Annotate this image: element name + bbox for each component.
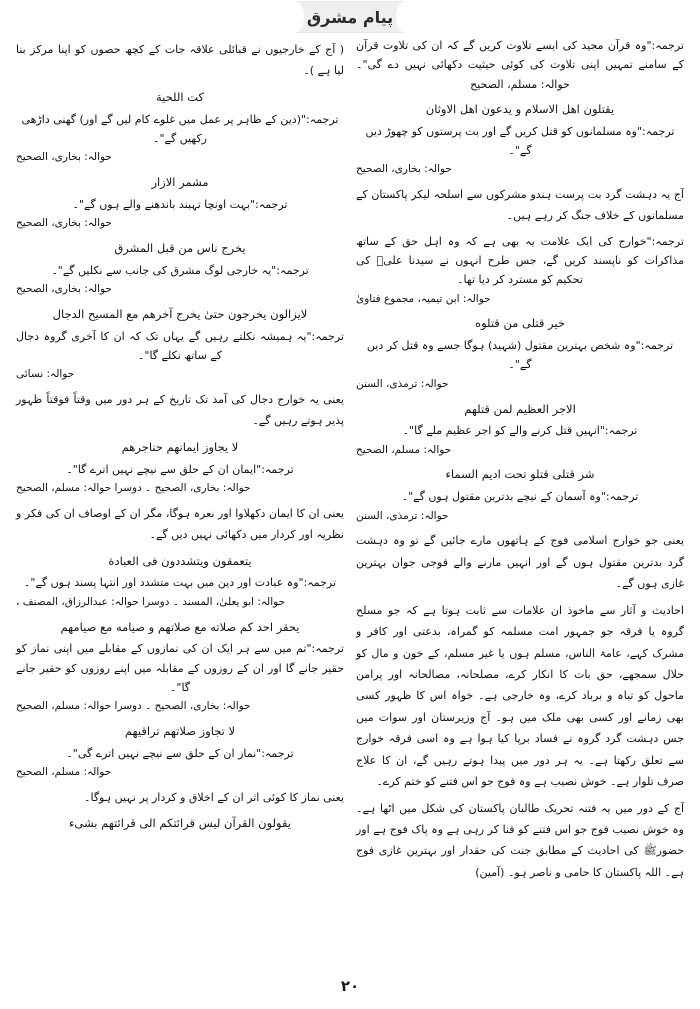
arabic-heading-yaqtuluna-ahl-al-islam: يقتلون اهل الاسلام و يدعون اهل الاوثان <box>425 101 615 116</box>
translation-yahqir-ahadukum-salatahu: ترجمہ:"تم میں سے ہر ایک ان کی نمازوں کے مقابلے میں اپنی نماز کو حقیر جانے گا اور ان کے روزوں کے مقابلہ میں اپنے روزوں کو حقیر جانے گا"۔ <box>16 642 344 694</box>
commentary-kharji-tribal-areas: ( آج کے خارجیوں نے قبائلی علاقہ جات کے کچھ حصوں کو اپنا مرکز بنا لیا ہے )۔ <box>16 43 344 78</box>
translation-yakhruj-nas-min-qibal-al-mashriq: ترجمہ:"یہ خارجی لوگ مشرق کی جانب سے نکلیں گے"۔ <box>51 263 309 277</box>
translation-khayr-qatla-man-qataluh: ترجمہ:"وہ شخص بہترین مقتول (شہید) ہوگا جسے وہ قتل کر دیں گے"۔ <box>366 339 674 372</box>
commentary-iman-dikhawa: یعنی ان کا ایمان دکھلاوا اور نعرہ ہوگا، مگر ان کے اوصاف ان کی فکر و نظریہ اور کردار میں دکھائی نہیں دیں گے۔ <box>16 506 344 542</box>
page-footer <box>0 976 700 995</box>
arabic-heading-yahqir-ahadukum-salatahu: يحقر احد كم صلاته مع صلاتهم و صيامه مع صيامهم <box>60 619 300 634</box>
translation-la-tujawiz-salatuhum: ترجمہ:"نماز ان کے حلق سے نیچے نہیں اترے گی"۔ <box>66 746 294 760</box>
arabic-heading-la-yujawiz-imanuhum: لا يجاوز ايمانهم حناجرهم <box>121 439 239 454</box>
translation-yaquluna-al-quran: ترجمہ:"وہ قرآن مجید کی ایسے تلاوت کریں گے کہ ان کی تلاوت قرآن کے سامنے تمہیں اپنی تلاوت کی کوئی حیثیت دکھائی نہیں دے گی"۔ حوالہ: مسلم، الصحیح <box>356 39 684 91</box>
commentary-ahadith-alamat-khariji: احادیث و آثار سے ماخوذ ان علامات سے ثابت ہوتا ہے کہ جو مسلح گروہ یا فرقہ جو جمہور امت مسلمہ کو گمراہ، بدعتی اور کافر و مشرک کہے، عامۃ الناس، مسلم ہوں یا غیر مسلم، کے خون و مال کو حلال سمجھے، حق بات کا انکار کرے، مصلحانہ، مصالحانہ اور پرامن ماحول کو تباہ و برباد کرے، وہ خارجی ہے۔ خواہ اس کا ظہور کسی بھی زمانے اور کسی بھی ملک میں ہو۔ آج وزیرستان اور سوات میں جس دہشت گرد گروہ نے فساد برپا کیا ہوا ہے وہ اسی فرقہ خوارج سے تعلق رکھتا ہے۔ یہ ہر دور میں پیدا ہوتے رہیں گے، ان کا علاج صرف تلوار ہے۔ خوش نصیب ہے وہ فوج جو اس فتنے کو ختم کرے۔ <box>356 603 684 789</box>
translation-la-yazalun-yakhrujun: ترجمہ:"یہ ہمیشہ نکلتے رہیں گے یہاں تک کہ ان کا آخری گروہ دجال کے ساتھ نکلے گا"۔ <box>16 329 344 362</box>
page-body <box>0 34 700 964</box>
citation-bukhari-muslim-sahih-2: حوالہ: بخاری، الصحیح ۔ دوسرا حوالہ: مسلم، الصحیح <box>16 700 251 713</box>
translation-kat-al-lihya: ترجمہ:"(دین کے ظاہر پر عمل میں غلوے کام لیں گے اور) گھنی داڑھی رکھیں گے"۔ <box>21 112 339 145</box>
citation-bukhari-muslim-sahih-1: حوالہ: بخاری، الصحیح ۔ دوسرا حوالہ: مسلم، الصحیح <box>16 481 251 494</box>
citation-bukhari-sahih-2: حوالہ: بخاری، الصحیح <box>16 217 112 230</box>
citation-tirmidhi-sunan-2: حوالہ: ترمذی، السنن <box>356 509 449 522</box>
translation-al-ajr-al-azim: ترجمہ:"انہیں قتل کرنے والے کو اجر عظیم ملے گا"۔ <box>402 424 638 438</box>
column-left <box>350 34 692 964</box>
commentary-dehshat-gard-hindu-mushrik: آج یہ دہشت گرد بت پرست ہندو مشرکوں سے اسلحہ لیکر پاکستان کے مسلمانوں کے خلاف جنگ کر رہے ہیں۔ <box>356 187 684 223</box>
citation-muslim-sahih-2: حوالہ: مسلم، الصحیح <box>356 443 452 456</box>
translation-la-yujawiz-imanuhum: ترجمہ:"ایمان ان کے حلق سے نیچے نہیں اترے گا"۔ <box>66 462 294 476</box>
citation-bukhari-sahih-3: حوالہ: بخاری، الصحیح <box>16 283 112 295</box>
translation-yataammaquna-wa-yatashaddaduna: ترجمہ:"وہ عبادت اور دین میں بہت متشدد اور انتہا پسند ہوں گے"۔ <box>23 576 337 590</box>
masthead <box>0 0 700 34</box>
arabic-heading-mushammar-al-izar: مشمر الازار <box>151 175 209 190</box>
page-number: ٢٠ <box>340 977 360 995</box>
arabic-heading-shar-qatla-taht-adim-al-sama: شر قتلى قتلو تحت اديم السماء <box>445 467 595 482</box>
arabic-heading-la-tujawiz-salatuhum: لا تجاوز صلاتهم تراقيهم <box>124 723 236 738</box>
column-right <box>8 34 350 964</box>
commentary-namaz-asar: یعنی نماز کا کوئی اثر ان کے اخلاق و کردار پر نہیں ہوگا۔ <box>84 790 344 804</box>
arabic-heading-yaquluna-al-quran: يقولون القرآن ليس قرائتكم الى قرائتهم بشىء <box>68 816 292 831</box>
citation-muslim-sahih-1: حوالہ: مسلم، الصحیح <box>16 766 112 779</box>
arabic-heading-la-yazalun-yakhrujun: لايزالون يخرجون حتىٰ يخرج آخرهم مع المسيح الدجال <box>52 306 308 321</box>
arabic-heading-yataammaquna-wa-yatashaddaduna: يتعمقون ويتشددون فى العبادة <box>108 553 252 568</box>
translation-khawarij-alamat-muzakarat: ترجمہ:"خوارج کی ایک علامت یہ بھی ہے کہ وہ اہل حق کے ساتھ مذاکرات کو ناپسند کریں گے، جس طرح انہوں نے سیدنا علیؓ کی تحکیم کو مسترد کر دیا تھا۔ <box>356 234 684 287</box>
arabic-heading-yakhruj-nas-min-qibal-al-mashriq: يخرج ناس من قبل المشرق <box>114 240 246 255</box>
citation-abu-yala-abdulrazzaq: حوالہ: ابو یعلیٰ، المسند ۔ دوسرا حوالہ: عبدالرزاق، المصنف ، <box>16 595 286 608</box>
magazine-title: پیام مشرق <box>306 7 394 27</box>
arabic-heading-kat-al-lihya: كت اللحية <box>156 89 204 104</box>
citation-bukhari-sahih-1: حوالہ: بخاری، الصحیح <box>16 151 112 164</box>
arabic-heading-al-ajr-al-azim: الاجر العظيم لمن قتلهم <box>464 401 576 416</box>
arabic-heading-khayr-qatla-man-qataluh: خير قتلى من قتلوه <box>475 316 565 331</box>
translation-mushammar-al-izar: ترجمہ:"بہت اونچا تہبند باندھنے والے ہوں گے"۔ <box>72 197 288 211</box>
citation-tirmidhi-sunan-1: حوالہ: ترمذی، السنن <box>356 377 449 390</box>
commentary-islami-fauj-ghazi: یعنی جو خوارج اسلامی فوج کے ہاتھوں مارے جائیں گے تو وہ دہشت گرد بدترین مقتول ہوں گے اور انہیں مارنے والے فوجی جوان بہترین غازی ہوں گے۔ <box>356 534 684 591</box>
citation-ibn-taymiyyah: حوالہ: ابن تیمیہ، مجموع فتاویٰ <box>356 292 491 305</box>
citation-bukhari-sahih-4: حوالہ: بخاری، الصحیح <box>356 163 452 176</box>
commentary-khawarij-dajjal-era: یعنی یہ خوارج دجال کی آمد تک تاریخ کے ہر دور میں وقتاً فوقتاً ظہور پذیر ہوتے رہیں گے۔ <box>16 393 344 428</box>
masthead-ribbon-icon <box>291 1 409 33</box>
citation-nasai: حوالہ: نسائی <box>16 368 75 381</box>
commentary-tehreek-taliban-pakistan-army: آج کے دور میں یہ فتنہ تحریک طالبان پاکستان کی شکل میں اٹھا ہے۔ وہ خوش نصیب فوج جو اس فتنے کو فنا کر رہی ہے وہ پاک فوج ہے اور حضورﷺ کی احادیث کے مطابق جنت کی حقدار اور بہترین غازی فوج ہے۔ اللہ پاکستان کا حامی و ناصر ہو۔ (آمین) <box>356 801 684 879</box>
translation-shar-qatla-taht-adim-al-sama: ترجمہ:"وہ آسمان کے نیچے بدترین مقتول ہوں گے"۔ <box>401 490 639 504</box>
translation-yaqtuluna-ahl-al-islam: ترجمہ:"وہ مسلمانوں کو قتل کریں گے اور بت پرستوں کو چھوڑ دیں گے"۔ <box>365 124 675 157</box>
